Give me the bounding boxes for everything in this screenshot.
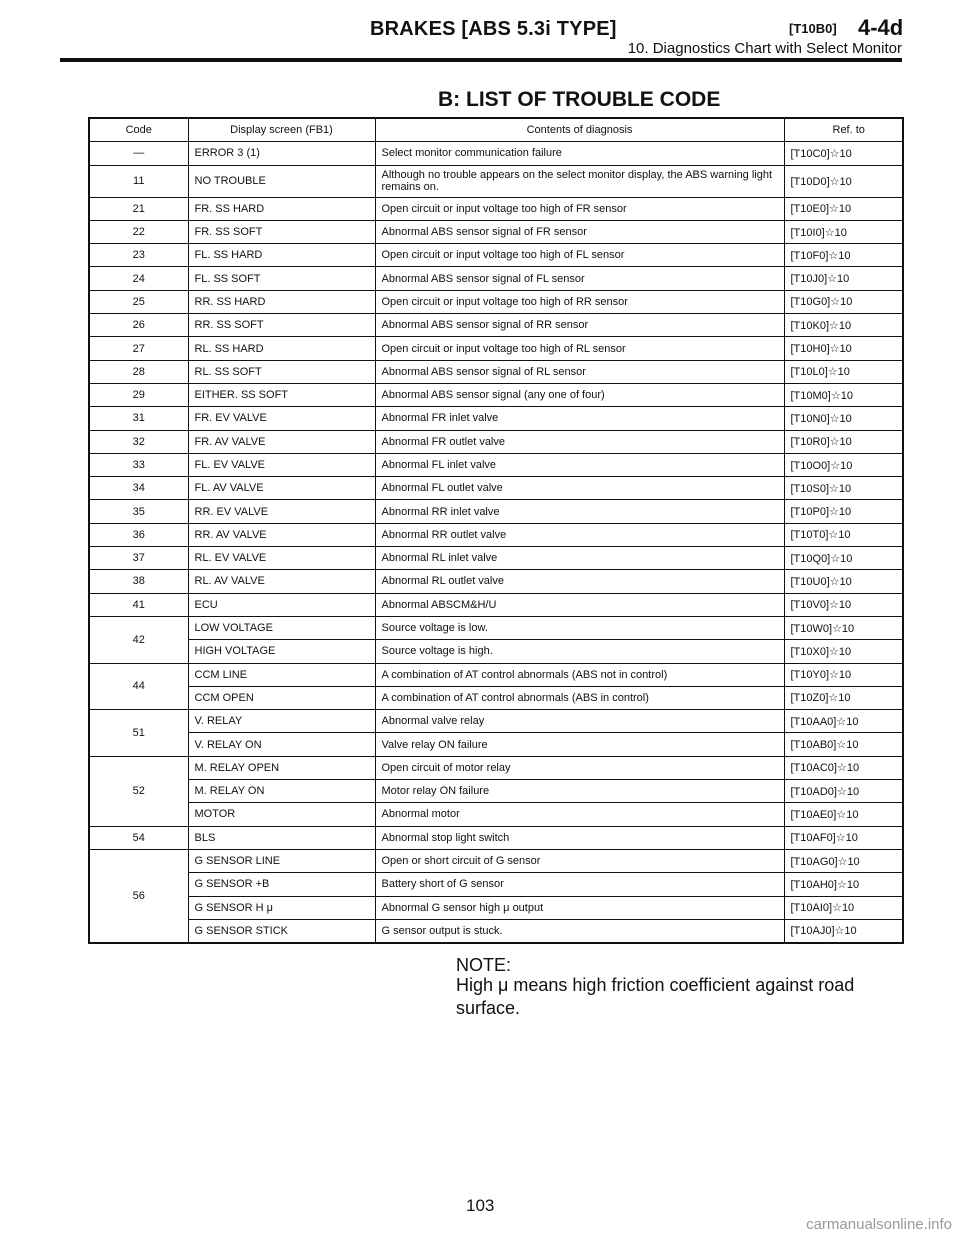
ref-cell: [T10AG0]☆10 [784,849,903,872]
table-row [89,290,903,313]
ref-cell: [T10AA0]☆10 [784,710,903,733]
table-row [89,142,903,165]
code-cell: 22 [89,220,188,243]
ref-cell: [T10Q0]☆10 [784,547,903,570]
contents-cell: Although no trouble appears on the select monitor display, the ABS warning light remains on. [375,165,784,197]
display-cell: EITHER. SS SOFT [188,383,375,406]
display-cell: RR. SS SOFT [188,314,375,337]
code-cell: 51 [89,710,188,757]
ref-cell: [T10AI0]☆10 [784,896,903,919]
table-row [89,453,903,476]
code-cell: 28 [89,360,188,383]
display-cell: FL. AV VALVE [188,477,375,500]
display-cell: G SENSOR LINE [188,849,375,872]
display-cell: M. RELAY OPEN [188,756,375,779]
contents-cell: Open circuit of motor relay [375,756,784,779]
ref-cell: [T10K0]☆10 [784,314,903,337]
table-row [89,383,903,406]
table-row [89,244,903,267]
table-row [89,477,903,500]
col-header-display: Display screen (FB1) [188,118,375,142]
contents-cell: Abnormal FL outlet valve [375,477,784,500]
code-cell: 26 [89,314,188,337]
display-cell: G SENSOR H μ [188,896,375,919]
table-row [89,873,903,896]
table-row [89,686,903,709]
display-cell: BLS [188,826,375,849]
contents-cell: Abnormal RL inlet valve [375,547,784,570]
ref-cell: [T10AF0]☆10 [784,826,903,849]
note-label: NOTE: [456,955,512,975]
table-row [89,267,903,290]
ref-cell: [T10C0]☆10 [784,142,903,165]
display-cell: RR. SS HARD [188,290,375,313]
contents-cell: Abnormal ABS sensor signal of FR sensor [375,220,784,243]
ref-cell: [T10I0]☆10 [784,220,903,243]
table-row [89,337,903,360]
ref-cell: [T10AC0]☆10 [784,756,903,779]
code-cell: 11 [89,165,188,197]
contents-cell: Open circuit or input voltage too high of FR sensor [375,197,784,220]
table-row [89,407,903,430]
contents-cell: Abnormal G sensor high μ output [375,896,784,919]
table-row [89,570,903,593]
table-row [89,314,903,337]
page-number: 103 [466,1196,495,1215]
contents-cell: Abnormal RL outlet valve [375,570,784,593]
section-title: B: LIST OF TROUBLE CODE [438,88,721,111]
display-cell: RR. EV VALVE [188,500,375,523]
code-cell: 42 [89,616,188,663]
display-cell: MOTOR [188,803,375,826]
ref-cell: [T10R0]☆10 [784,430,903,453]
table-row [89,360,903,383]
trouble-table-body [89,142,903,943]
table-row [89,430,903,453]
code-cell: 27 [89,337,188,360]
ref-cell: [T10W0]☆10 [784,616,903,639]
ref-cell: [T10T0]☆10 [784,523,903,546]
ref-cell: [T10AE0]☆10 [784,803,903,826]
display-cell: G SENSOR +B [188,873,375,896]
page-header-number: 4-4d [858,15,904,40]
display-cell: LOW VOLTAGE [188,616,375,639]
contents-cell: Abnormal ABS sensor signal of RL sensor [375,360,784,383]
display-cell: CCM OPEN [188,686,375,709]
display-cell: M. RELAY ON [188,780,375,803]
code-cell: 38 [89,570,188,593]
ref-cell: [T10AJ0]☆10 [784,919,903,943]
table-row [89,593,903,616]
display-cell: HIGH VOLTAGE [188,640,375,663]
display-cell: RL. SS HARD [188,337,375,360]
table-row [89,500,903,523]
ref-cell: [T10D0]☆10 [784,165,903,197]
contents-cell: Abnormal valve relay [375,710,784,733]
table-row [89,826,903,849]
contents-cell: Abnormal ABSCM&H/U [375,593,784,616]
col-header-contents: Contents of diagnosis [375,118,784,142]
table-row [89,523,903,546]
contents-cell: Open circuit or input voltage too high of RR sensor [375,290,784,313]
display-cell: NO TROUBLE [188,165,375,197]
table-row [89,220,903,243]
table-row [89,756,903,779]
code-cell: 52 [89,756,188,826]
ref-cell: [T10X0]☆10 [784,640,903,663]
contents-cell: Abnormal ABS sensor signal of FL sensor [375,267,784,290]
code-cell: 23 [89,244,188,267]
ref-cell: [T10AH0]☆10 [784,873,903,896]
table-row [89,710,903,733]
contents-cell: Abnormal RR outlet valve [375,523,784,546]
ref-cell: [T10O0]☆10 [784,453,903,476]
table-row [89,663,903,686]
display-cell: V. RELAY [188,710,375,733]
col-header-ref: Ref. to [784,118,903,142]
ref-cell: [T10V0]☆10 [784,593,903,616]
table-row [89,547,903,570]
table-row [89,803,903,826]
contents-cell: A combination of AT control abnormals (ABS not in control) [375,663,784,686]
display-cell: ERROR 3 (1) [188,142,375,165]
code-cell: 32 [89,430,188,453]
contents-cell: Abnormal ABS sensor signal (any one of four) [375,383,784,406]
table-row [89,165,903,197]
table-row [89,733,903,756]
display-cell: ECU [188,593,375,616]
ref-cell: [T10L0]☆10 [784,360,903,383]
table-row [89,849,903,872]
col-header-code: Code [89,118,188,142]
code-cell: 29 [89,383,188,406]
table-row [89,780,903,803]
note-text: High μ means high friction coefficient against road surface. [456,975,855,1018]
table-row [89,640,903,663]
contents-cell: Open circuit or input voltage too high of FL sensor [375,244,784,267]
display-cell: RL. SS SOFT [188,360,375,383]
contents-cell: Battery short of G sensor [375,873,784,896]
contents-cell: Valve relay ON failure [375,733,784,756]
display-cell: FL. SS SOFT [188,267,375,290]
ref-cell: [T10AB0]☆10 [784,733,903,756]
display-cell: RL. EV VALVE [188,547,375,570]
code-cell: 37 [89,547,188,570]
display-cell: FR. AV VALVE [188,430,375,453]
page-header-title: BRAKES [ABS 5.3i TYPE] [370,18,617,40]
display-cell: CCM LINE [188,663,375,686]
contents-cell: Abnormal FR outlet valve [375,430,784,453]
display-cell: FR. SS SOFT [188,220,375,243]
contents-cell: Source voltage is high. [375,640,784,663]
code-cell: 24 [89,267,188,290]
contents-cell: Open or short circuit of G sensor [375,849,784,872]
page-header-code: [T10B0] [789,21,837,36]
ref-cell: [T10J0]☆10 [784,267,903,290]
ref-cell: [T10P0]☆10 [784,500,903,523]
contents-cell: Select monitor communication failure [375,142,784,165]
trouble-code-table [88,117,904,944]
ref-cell: [T10Y0]☆10 [784,663,903,686]
display-cell: G SENSOR STICK [188,919,375,943]
code-cell: 21 [89,197,188,220]
display-cell: FL. SS HARD [188,244,375,267]
display-cell: RL. AV VALVE [188,570,375,593]
contents-cell: Abnormal FL inlet valve [375,453,784,476]
code-cell: 35 [89,500,188,523]
contents-cell: Abnormal FR inlet valve [375,407,784,430]
display-cell: V. RELAY ON [188,733,375,756]
ref-cell: [T10H0]☆10 [784,337,903,360]
code-cell: 25 [89,290,188,313]
code-cell: 56 [89,849,188,943]
contents-cell: Motor relay ON failure [375,780,784,803]
code-cell: 44 [89,663,188,710]
contents-cell: A combination of AT control abnormals (ABS in control) [375,686,784,709]
ref-cell: [T10N0]☆10 [784,407,903,430]
contents-cell: Abnormal stop light switch [375,826,784,849]
header-rule [60,58,902,62]
contents-cell: Abnormal ABS sensor signal of RR sensor [375,314,784,337]
ref-cell: [T10AD0]☆10 [784,780,903,803]
watermark: carmanualsonline.info [806,1216,952,1233]
ref-cell: [T10S0]☆10 [784,477,903,500]
ref-cell: [T10U0]☆10 [784,570,903,593]
ref-cell: [T10Z0]☆10 [784,686,903,709]
display-cell: FR. SS HARD [188,197,375,220]
code-cell: 41 [89,593,188,616]
ref-cell: [T10M0]☆10 [784,383,903,406]
display-cell: RR. AV VALVE [188,523,375,546]
ref-cell: [T10F0]☆10 [784,244,903,267]
table-row [89,197,903,220]
table-row [89,896,903,919]
contents-cell: Abnormal RR inlet valve [375,500,784,523]
contents-cell: G sensor output is stuck. [375,919,784,943]
table-row [89,616,903,639]
code-cell: 54 [89,826,188,849]
display-cell: FR. EV VALVE [188,407,375,430]
contents-cell: Source voltage is low. [375,616,784,639]
ref-cell: [T10G0]☆10 [784,290,903,313]
code-cell: 31 [89,407,188,430]
code-cell: 36 [89,523,188,546]
code-cell: 34 [89,477,188,500]
code-cell: 33 [89,453,188,476]
code-cell: — [89,142,188,165]
ref-cell: [T10E0]☆10 [784,197,903,220]
table-row [89,919,903,943]
contents-cell: Open circuit or input voltage too high of RL sensor [375,337,784,360]
page-header-subtitle: 10. Diagnostics Chart with Select Monitor [627,40,902,57]
display-cell: FL. EV VALVE [188,453,375,476]
contents-cell: Abnormal motor [375,803,784,826]
